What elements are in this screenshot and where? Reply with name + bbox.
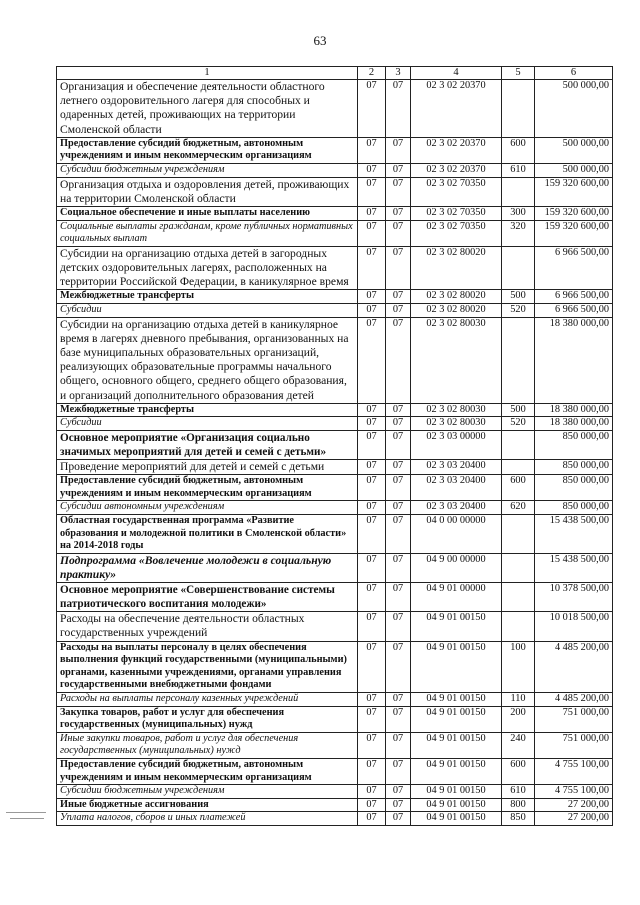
table-row — [57, 612, 613, 641]
row-target-article-cell: 02 3 02 80020 — [411, 290, 502, 304]
row-amount-cell: 10 378 500,00 — [535, 583, 613, 612]
header-col-amount: 6 — [535, 67, 613, 80]
row-expense-type-cell: 520 — [502, 417, 535, 431]
table-row — [57, 732, 613, 758]
row-expense-type-cell: 300 — [502, 207, 535, 221]
row-section-cell: 07 — [358, 303, 386, 317]
header-col-section: 2 — [358, 67, 386, 80]
row-amount-cell: 18 380 000,00 — [535, 317, 613, 403]
row-name-cell: Областная государственная программа «Развитие образования и молодежной политики в Смоленской области» на 2014-2018 годы — [57, 514, 358, 553]
row-section-cell: 07 — [358, 164, 386, 178]
row-section-cell: 07 — [358, 758, 386, 784]
row-name-cell: Организация отдыха и оздоровления детей, проживающих на территории Смоленской области — [57, 177, 358, 206]
table-row — [57, 164, 613, 178]
row-section-cell: 07 — [358, 290, 386, 304]
row-expense-type-cell: 100 — [502, 641, 535, 692]
scan-artifact-line — [6, 812, 46, 813]
row-expense-type-cell — [502, 514, 535, 553]
row-subsection-cell: 07 — [386, 317, 411, 403]
table-body — [57, 80, 613, 826]
row-expense-type-cell: 500 — [502, 290, 535, 304]
row-target-article-cell: 02 3 03 20400 — [411, 459, 502, 474]
row-amount-cell: 18 380 000,00 — [535, 403, 613, 417]
row-amount-cell: 751 000,00 — [535, 706, 613, 732]
row-subsection-cell: 07 — [386, 612, 411, 641]
row-subsection-cell: 07 — [386, 246, 411, 290]
row-target-article-cell: 02 3 02 80030 — [411, 403, 502, 417]
row-name-cell: Предоставление субсидий бюджетным, автономным учреждениям и иным некоммерческим организациям — [57, 137, 358, 163]
row-target-article-cell: 04 9 01 00150 — [411, 641, 502, 692]
row-target-article-cell: 02 3 02 80030 — [411, 317, 502, 403]
row-name-cell: Подпрограмма «Вовлечение молодежи в социальную практику» — [57, 553, 358, 582]
row-expense-type-cell: 520 — [502, 303, 535, 317]
row-target-article-cell: 02 3 02 70350 — [411, 177, 502, 206]
row-subsection-cell: 07 — [386, 80, 411, 138]
header-col-expense-type: 5 — [502, 67, 535, 80]
row-amount-cell: 159 320 600,00 — [535, 177, 613, 206]
row-expense-type-cell: 800 — [502, 798, 535, 812]
row-name-cell: Социальные выплаты гражданам, кроме публичных нормативных социальных выплат — [57, 220, 358, 246]
row-subsection-cell: 07 — [386, 220, 411, 246]
row-section-cell: 07 — [358, 785, 386, 799]
row-name-cell: Предоставление субсидий бюджетным, автономным учреждениям и иным некоммерческим организациям — [57, 758, 358, 784]
row-section-cell: 07 — [358, 514, 386, 553]
row-amount-cell: 4 755 100,00 — [535, 758, 613, 784]
row-target-article-cell: 02 3 02 80020 — [411, 246, 502, 290]
table-row — [57, 785, 613, 799]
header-col-target-article: 4 — [411, 67, 502, 80]
row-subsection-cell: 07 — [386, 459, 411, 474]
row-name-cell: Основное мероприятие «Организация социально значимых мероприятий для детей и семей с детьми» — [57, 430, 358, 459]
row-section-cell: 07 — [358, 475, 386, 501]
row-name-cell: Субсидии на организацию отдыха детей в каникулярное время в лагерях дневного пребывания, организованных на базе муниципальных образовательных организаций, реализующих образовательные программы начального общего, основного общего, среднего общего образования, и организаций дополнительного образования детей — [57, 317, 358, 403]
row-section-cell: 07 — [358, 137, 386, 163]
row-section-cell: 07 — [358, 812, 386, 826]
row-section-cell: 07 — [358, 732, 386, 758]
table-row — [57, 758, 613, 784]
row-expense-type-cell: 240 — [502, 732, 535, 758]
row-target-article-cell: 04 9 01 00150 — [411, 692, 502, 706]
row-name-cell: Субсидии — [57, 303, 358, 317]
row-section-cell: 07 — [358, 80, 386, 138]
row-expense-type-cell: 200 — [502, 706, 535, 732]
table-row — [57, 706, 613, 732]
row-amount-cell: 6 966 500,00 — [535, 303, 613, 317]
row-amount-cell: 751 000,00 — [535, 732, 613, 758]
row-amount-cell: 27 200,00 — [535, 812, 613, 826]
row-target-article-cell: 02 3 03 00000 — [411, 430, 502, 459]
row-subsection-cell: 07 — [386, 583, 411, 612]
row-subsection-cell: 07 — [386, 501, 411, 515]
row-name-cell: Иные бюджетные ассигнования — [57, 798, 358, 812]
table-row — [57, 220, 613, 246]
row-subsection-cell: 07 — [386, 164, 411, 178]
row-amount-cell: 159 320 600,00 — [535, 220, 613, 246]
row-target-article-cell: 04 9 00 00000 — [411, 553, 502, 582]
row-name-cell: Расходы на выплаты персоналу в целях обеспечения выполнения функций государственными (муниципальными) органами, казенными учреждениями, органами управления государственными внебюджетными фондами — [57, 641, 358, 692]
row-name-cell: Субсидии автономным учреждениям — [57, 501, 358, 515]
row-name-cell: Основное мероприятие «Совершенствование системы патриотического воспитания молодежи» — [57, 583, 358, 612]
table-row — [57, 501, 613, 515]
row-section-cell: 07 — [358, 246, 386, 290]
row-subsection-cell: 07 — [386, 706, 411, 732]
table-row — [57, 553, 613, 582]
row-amount-cell: 15 438 500,00 — [535, 553, 613, 582]
table-row — [57, 430, 613, 459]
table-row — [57, 812, 613, 826]
row-amount-cell: 6 966 500,00 — [535, 246, 613, 290]
table-row — [57, 290, 613, 304]
row-subsection-cell: 07 — [386, 475, 411, 501]
row-name-cell: Предоставление субсидий бюджетным, автономным учреждениям и иным некоммерческим организациям — [57, 475, 358, 501]
table-row — [57, 137, 613, 163]
row-subsection-cell: 07 — [386, 137, 411, 163]
row-name-cell: Субсидии бюджетным учреждениям — [57, 785, 358, 799]
row-amount-cell: 4 485 200,00 — [535, 641, 613, 692]
row-expense-type-cell: 600 — [502, 758, 535, 784]
row-section-cell: 07 — [358, 220, 386, 246]
row-section-cell: 07 — [358, 459, 386, 474]
row-amount-cell: 850 000,00 — [535, 459, 613, 474]
row-target-article-cell: 02 3 02 70350 — [411, 207, 502, 221]
row-target-article-cell: 04 9 01 00000 — [411, 583, 502, 612]
row-expense-type-cell — [502, 80, 535, 138]
row-expense-type-cell: 500 — [502, 403, 535, 417]
row-target-article-cell: 02 3 02 20370 — [411, 137, 502, 163]
row-amount-cell: 850 000,00 — [535, 501, 613, 515]
row-amount-cell: 10 018 500,00 — [535, 612, 613, 641]
row-name-cell: Субсидии на организацию отдыха детей в загородных детских оздоровительных лагерях, расположенных на территории Российской Федерации, в каникулярное время — [57, 246, 358, 290]
row-section-cell: 07 — [358, 417, 386, 431]
row-subsection-cell: 07 — [386, 692, 411, 706]
row-expense-type-cell — [502, 317, 535, 403]
row-name-cell: Организация и обеспечение деятельности областного летнего оздоровительного лагеря для способных и одаренных детей, проживающих на территории Смоленской области — [57, 80, 358, 138]
row-name-cell: Межбюджетные трансферты — [57, 290, 358, 304]
row-expense-type-cell — [502, 177, 535, 206]
row-target-article-cell: 04 9 01 00150 — [411, 706, 502, 732]
table-row — [57, 403, 613, 417]
row-subsection-cell: 07 — [386, 553, 411, 582]
row-name-cell: Расходы на обеспечение деятельности областных государственных учреждений — [57, 612, 358, 641]
table-header-row — [57, 67, 613, 80]
scan-artifact-line — [10, 818, 44, 819]
row-target-article-cell: 04 9 01 00150 — [411, 812, 502, 826]
table-row — [57, 641, 613, 692]
table-row — [57, 303, 613, 317]
row-expense-type-cell — [502, 612, 535, 641]
row-section-cell: 07 — [358, 798, 386, 812]
row-expense-type-cell: 320 — [502, 220, 535, 246]
row-expense-type-cell — [502, 246, 535, 290]
row-expense-type-cell — [502, 430, 535, 459]
row-amount-cell: 850 000,00 — [535, 475, 613, 501]
row-section-cell: 07 — [358, 706, 386, 732]
row-expense-type-cell — [502, 459, 535, 474]
row-section-cell: 07 — [358, 641, 386, 692]
row-target-article-cell: 02 3 02 80030 — [411, 417, 502, 431]
row-subsection-cell: 07 — [386, 641, 411, 692]
row-target-article-cell: 02 3 03 20400 — [411, 501, 502, 515]
table-row — [57, 207, 613, 221]
row-amount-cell: 500 000,00 — [535, 164, 613, 178]
row-section-cell: 07 — [358, 553, 386, 582]
row-section-cell: 07 — [358, 583, 386, 612]
row-subsection-cell: 07 — [386, 430, 411, 459]
row-target-article-cell: 02 3 02 70350 — [411, 220, 502, 246]
row-amount-cell: 6 966 500,00 — [535, 290, 613, 304]
row-target-article-cell: 04 9 01 00150 — [411, 785, 502, 799]
row-subsection-cell: 07 — [386, 514, 411, 553]
row-expense-type-cell: 610 — [502, 785, 535, 799]
row-expense-type-cell: 110 — [502, 692, 535, 706]
row-section-cell: 07 — [358, 501, 386, 515]
table-row — [57, 80, 613, 138]
row-target-article-cell: 02 3 03 20400 — [411, 475, 502, 501]
table-row — [57, 583, 613, 612]
row-target-article-cell: 02 3 02 80020 — [411, 303, 502, 317]
row-name-cell: Уплата налогов, сборов и иных платежей — [57, 812, 358, 826]
table-row — [57, 692, 613, 706]
row-subsection-cell: 07 — [386, 417, 411, 431]
row-target-article-cell: 02 3 02 20370 — [411, 80, 502, 138]
row-amount-cell: 4 485 200,00 — [535, 692, 613, 706]
table-row — [57, 417, 613, 431]
table-row — [57, 798, 613, 812]
row-target-article-cell: 04 9 01 00150 — [411, 732, 502, 758]
row-target-article-cell: 04 9 01 00150 — [411, 798, 502, 812]
row-subsection-cell: 07 — [386, 758, 411, 784]
row-section-cell: 07 — [358, 430, 386, 459]
page-number: 63 — [313, 33, 327, 48]
row-subsection-cell: 07 — [386, 403, 411, 417]
row-name-cell: Расходы на выплаты персоналу казенных учреждений — [57, 692, 358, 706]
row-expense-type-cell: 600 — [502, 137, 535, 163]
row-expense-type-cell: 620 — [502, 501, 535, 515]
table-row — [57, 459, 613, 474]
row-amount-cell: 27 200,00 — [535, 798, 613, 812]
row-name-cell: Межбюджетные трансферты — [57, 403, 358, 417]
row-subsection-cell: 07 — [386, 290, 411, 304]
row-subsection-cell: 07 — [386, 177, 411, 206]
row-target-article-cell: 04 0 00 00000 — [411, 514, 502, 553]
row-name-cell: Закупка товаров, работ и услуг для обеспечения государственных (муниципальных) нужд — [57, 706, 358, 732]
row-subsection-cell: 07 — [386, 207, 411, 221]
row-amount-cell: 4 755 100,00 — [535, 785, 613, 799]
row-amount-cell: 500 000,00 — [535, 137, 613, 163]
row-expense-type-cell — [502, 583, 535, 612]
row-section-cell: 07 — [358, 207, 386, 221]
row-subsection-cell: 07 — [386, 732, 411, 758]
budget-table — [56, 66, 613, 826]
row-target-article-cell: 02 3 02 20370 — [411, 164, 502, 178]
row-amount-cell: 500 000,00 — [535, 80, 613, 138]
row-section-cell: 07 — [358, 177, 386, 206]
row-amount-cell: 850 000,00 — [535, 430, 613, 459]
row-section-cell: 07 — [358, 692, 386, 706]
row-section-cell: 07 — [358, 317, 386, 403]
table-row — [57, 317, 613, 403]
table-row — [57, 177, 613, 206]
row-subsection-cell: 07 — [386, 812, 411, 826]
row-section-cell: 07 — [358, 403, 386, 417]
row-amount-cell: 159 320 600,00 — [535, 207, 613, 221]
row-name-cell: Проведение мероприятий для детей и семей с детьми — [57, 459, 358, 474]
header-col-name: 1 — [57, 67, 358, 80]
row-section-cell: 07 — [358, 612, 386, 641]
row-amount-cell: 15 438 500,00 — [535, 514, 613, 553]
row-expense-type-cell: 610 — [502, 164, 535, 178]
table-row — [57, 475, 613, 501]
row-expense-type-cell — [502, 553, 535, 582]
row-expense-type-cell: 850 — [502, 812, 535, 826]
row-name-cell: Субсидии бюджетным учреждениям — [57, 164, 358, 178]
row-amount-cell: 18 380 000,00 — [535, 417, 613, 431]
row-subsection-cell: 07 — [386, 303, 411, 317]
table-row — [57, 246, 613, 290]
row-name-cell: Субсидии — [57, 417, 358, 431]
row-name-cell: Социальное обеспечение и иные выплаты населению — [57, 207, 358, 221]
row-name-cell: Иные закупки товаров, работ и услуг для обеспечения государственных (муниципальных) нужд — [57, 732, 358, 758]
table-row — [57, 514, 613, 553]
row-expense-type-cell: 600 — [502, 475, 535, 501]
row-target-article-cell: 04 9 01 00150 — [411, 612, 502, 641]
header-col-subsection: 3 — [386, 67, 411, 80]
row-subsection-cell: 07 — [386, 798, 411, 812]
row-subsection-cell: 07 — [386, 785, 411, 799]
row-target-article-cell: 04 9 01 00150 — [411, 758, 502, 784]
